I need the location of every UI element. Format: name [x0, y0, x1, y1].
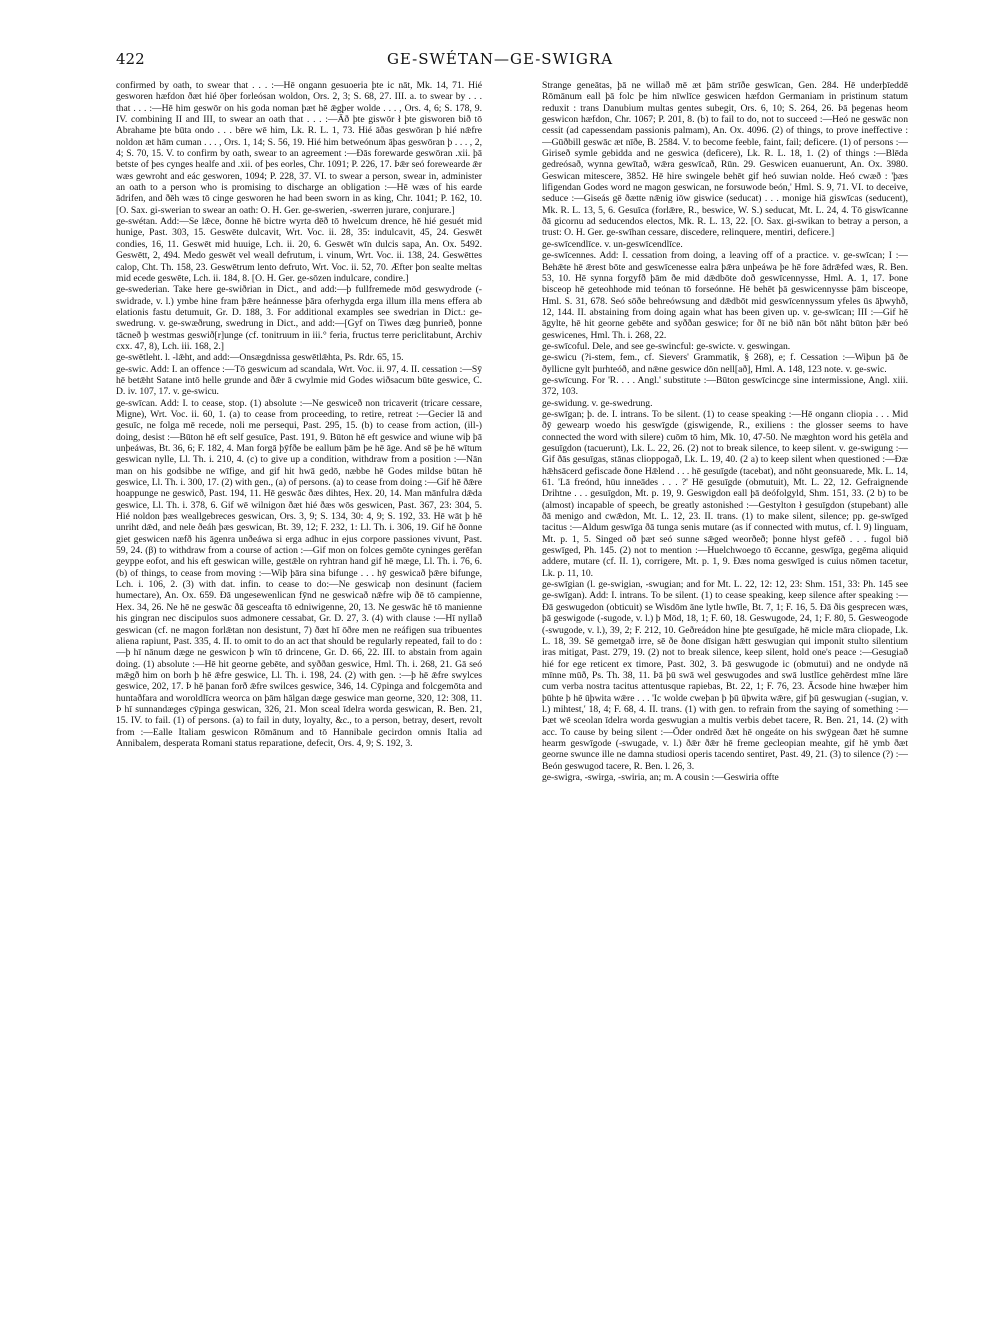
entry-ge-swicendlice: ge-swīcendlīce. v. un-geswīcendlīce.: [542, 238, 683, 250]
entry-ge-swican: ge-swīcan. Add: I. to cease, stop. (1) absolute :—Ne geswiceð non tricaverit (tricare cessare, Migne), Wrt. Voc. ii. 60, 1. (a) to cease from proceeding, to retire, retreat :—Gecier lā and gesuīc, ne folga mē recede, noli me persequi, Past. 295, 15. (b) to cease from action, (ill-) doing, desist :—Būton hē eft self gesuīce, Past. 191, 9. Būton hē eft geswice and wiune wiþ þā unþeáwas, Bt. 36, 6; F. 182, 4. Man forgā þȳfðe be eallum þām þe hē āge. And sē þe hē wītum geswican nylle, Ll. Th. i. 210, 4. (c) to give up a condition, withdraw from a position :—Nān man on his godsibbe ne wīfige, and gif hit hwā gedō, næbbe hē Godes mildse būtan hē geswice, Ll. Th. i. 300, 17. (2) with gen., (a) of persons. (a) to cease from doing :—Gif hē ðǣre hoappunge ne geswicð, Past. 194, 11. Hē geswāc ðæs dihtes, Hex. 20, 14. Man mānfulra dǣda geswice, Ll. Th. i. 378, 6. Gif wē wilnigon ðæt hié ðæs wōs geswicen, Past. 367, 23: 304, 5. Hié noldon þæs weallgebreces geswican, Ors. 3, 9; S. 134, 30: 4, 9; S. 192, 33. Hē wāt þ hē unriht dǣd, and nele ðeáh þæs geswican, Bt. 39, 12; F. 232, 1: Ll. Th. i. 306, 19. Gif hē ðonne giet geswicen næfð his āgenra unðeáwa si erga adhuc in ejus corpore passiones vivunt, Past. 59, 24. (β) to withdraw from a course of action :—Gif mon on folces gemōte cyninges gerēfan geyppe eofot, and his eft geswican wille, gestǣle on ryhtran hand gif hē mæge, Ll. Th. i. 76, 6. (b) of things, to cease from moving :—Wiþ þāra sina bifunge . . . hȳ geswicað þǣre bifunge, Lch. i. 106, 2. (3) with dat. infin. to cease to do:—Ne geswicaþ non desinunt (faciem humectare), An. Ox. 659. Ðā ungesewenlican fȳnd ne geswicað nǣfre wiþ ðē tō campienne, Hex. 34, 26. Ne hē ne geswāc ðā gesceafta tō edniwigenne, 20, 13. Ne geswāc hē tō manienne his gingran nec discipulos suos admonere cessabat, Gr. D. 27, 3. (4) with clause :—Hī nyllað geswican (cf. ne magon forlǣtan non desistunt, 7) ðæt hī ōðre men ne reáfigen sua tribuentes aliena rapiunt, Past. 335, 4. II. to omit to do an act that should be regularly repeated, fail to do :—þ hī nānum dæge ne geswicon þ wīn tō drincene, Gr. D. 66, 22. III. to abstain from again doing. (1) absolute :—Hē hit georne gebēte, and syððan geswice, Hml. Th. i. 268, 21. Gā seó mǣgð him on borh þ hē ǣfre geswice, Ll. Th. i. 198, 24. (2) with gen. :—þ hē ǣfre swylces geswice, 202, 17. Þ hē þanan forð ǣfre swilces geswice, 346, 14. Cȳpinga and folcgemōta and huntaðfara and woroldlīcra weorca on þām hālgan dæge geswice man georne, 320, 12: 308, 11. Þ hī sunnandæges cȳpinga geswican, 326, 21. Mon sceal īdelra worda geswican, R. Ben. 21, 15. IV. to fail. (1) of persons. (a) to fail in duty, loyalty, &c., to a person, betray, desert, revolt from :—Ealle Italiam geswicon Rōmānum and tō Hannibale gecirdon omnis Italia ad Annibalem, desperata Romani status reparatione, defecit, Ors. 4, 9; S. 192, 3.: [116, 397, 482, 749]
entry-ge-swicoful: ge-swīcoful. Dele, and see ge-swincful: ge-swicte. v. geswingan.: [542, 340, 791, 352]
entry-ge-swidung: ge-swidung. v. ge-swedrung.: [542, 397, 653, 409]
entry-ge-swederian: ge-swederian. Take here ge-swiðrian in Dict., and add:—þ fullfremede mōd geswydrode (-swidrade, v. l.) ymbe hine fram þǣre heánnesse þāra oferhygda erga illum illa mens effera ab elationis fastu detumuit, Gr. D. 188, 3. For additional examples see swedrian in Dict.: ge-swedrung. v. ge-swæðrung, swedrung in Dict., and add:—[Gyf on Tiwes dæg þunrieð, þonne tācneð þ westmas geswið[r]unge (cf. tonitruum in iii.° feria, fructus terre periclitabunt, Archiv cxx. 47, 8), Lch. iii. 168, 2.]: [116, 284, 482, 352]
page-number: 422: [116, 50, 145, 68]
left-column: [116, 80, 482, 1320]
right-column: [542, 80, 908, 1320]
running-head: GE-SWÉTAN—GE-SWIGRA: [386, 50, 614, 68]
entry-ge-swican-continued: Strange geneātas, þā ne willað mē æt þām strīðe geswīcan, Gen. 284. Hē underþīeddē Rōmānum eall þā folc þe him nīwlīce geswicen hæfdon Germaniam in pristinum statum reduxit : trans Danubium multas gentes subegit, Ors. 6, 10; S. 264, 26. Þā þegenas heom geswicon hæfdon, Chr. 1067; P. 201, 8. (b) to fail to do, not to succeed :—Heó ne geswāc non cessit (ad capessendam passionis palmam), An. Ox. 4096. (2) of things, to prove ineffective :—Gūðbill geswāc æt nīðe, B. 2584. V. to become feeble, faint, fail; deficere. (1) of persons :—Giriseð symle gebidda and ne geswica (deficere), Lk. R. L. 18, 1. (2) of things :—Blēda gedreósað, wynna gewītað, wǣra geswīcað, Rūn. 29. Geswicen euanuerunt, An. Ox. 3980. Geswican mitescere, 3852. Hē hire swingele behēt gif heó suwian nolde. Heó cwæð : 'þæs lifigendan Godes word ne magon geswican, ne forsuwode beón,' Hml. S. 9, 71. VI. to deceive, seduce :—Giseás gē ðætte nǣnig iōw giswice (seducat) . . . monige hiā giswīcas (seducent), Mk. R. L. 13, 5, 6. Gesuīca (forlǣre, R., beswice, W. S.) seducat, Mt. L. 24, 4. Tō giswīcanne ðā gicornu ad seducendos electos, Mk. R. L. 13, 22. [O. Sax. gi-swikan to betray a person, a trust: O. H. Ger. ge-swīhan cessare, discedere, relinquere, mentiri, deficere.]: [542, 80, 908, 239]
entry-ge-swic: ge-swic. Add: I. an offence :—Tō geswicum ad scandala, Wrt. Voc. ii. 97, 4. II. cessation :—Sȳ hē betǣht Satane intō helle grunde and ðǣr ā cwylmie mid Godes wiðsacum būte geswice, C. D. iv. 107, 17. v. ge-swicu.: [116, 363, 482, 398]
entry-ge-swicung: ge-swīcung. For 'R. . . . Angl.' substitute :—Būton geswīcincge sine intermissione, Angl. xiii. 372, 103.: [542, 374, 908, 398]
entry-ge-swerian-continued: confirmed by oath, to swear that . . . :—Hē ongann gesuoeria þte ic nāt, Mk. 14, 71. Hié gesworen hæfdon ðæt hié ōþer forleósan woldon, Ors. 2, 3; S. 68, 27. III. a. to swear by . . . that . . . :—Hē him geswōr on his goda noman þæt hē ǣgþer wolde . . . , Ors. 4, 6; S. 178, 9. IV. combining II and III, to swear an oath that . . . :—Āð þte giswōr ł þte gisworen bið tō Abrahame þte būta ondo . . . bēre wē him, Lk. R. L. 1, 73. Hié āðas geswōran þ hié nǣfre noldon æt hām cuman . . . , Ors. 1, 14; S. 56, 19. Hié him betweónum āþas geswōran þ . . . , 2, 4; S. 70, 15. V. to confirm by oath, swear to an agreement :—Ðās forewarde geswōran .xii. þā betste of þes cynges healfe and .xii. of þes eorles, Chr. 1091; P. 226, 17. Þǣr seó forewearde ǣr wæs gewroht and eác gesworen, 1094; P. 228, 37. VI. to swear a person, swear in, administer an oath to a person who is promising to discharge an obligation :—Hē wæs of his earde ādrifen, and ðēh wæs tō cinge gesworen he had been sworn in as king, Chr. 1041; P. 162, 10. [O. Sax. gi-swerian to swear an oath: O. H. Ger. ge-swerien, -swerren jurare, conjurare.]: [116, 80, 482, 216]
entry-ge-swigan: ge-swīgan; þ. de. I. intrans. To be silent. (1) to cease speaking :—Hē ongann cliopia . . . Mid ðȳ gewearp woedo his geswīgde (giswigende, R., exiliens : the glosser seems to have connected the word with silere) cuōm tō him, Mk. 10, 47-50. Ne mæghton word his getēla and gesuīgdon (tacuerunt), Lk. L. 22, 26. (2) not to break silence, to keep silent. v. ge-swigung :—Gif ðās gesuīgas, stānas clioppogað, Lk. L. 19, 40. (2 a) to keep silent when questioned :—Ðæ hǣhsācerd gefiscade ðone Hǣlend . . . hē gesuīgde (tacebat), and nōht geonsuarede, Mk. L. 14, 61. 'Lā freónd, hūu inneādes . . . ?' Hē gesuīgde (obmutuit), Mt. L. 22, 12. Gefraignende Drihtne . . . gesuīgdon, Mt. p. 19, 9. Geswigdon eall þā deófolgyld, Shm. 151, 33. (2 b) to be (almost) incapable of speech, be greatly astonished :—Gestylton ł gesuīgdon (stupebant) alle ðā menigo and cwǣdon, Mt. L. 12, 23. II. trans. (1) to make silent, silence; pp. ge-swīged tacitus :—Aldum geswīga ðā tunga senis mutare (as if connected with mutus, cf. l. 9) linguam, Mt. p. 1, 5. Singed oð þæt seó sunne sǣged weorðeð; þonne hlyst gefēð . . . fugol bið geswīged, Ph. 145. (2) not to mention :—Huelchwoego tō ēccanne, geswīga, gegēma aliquid addere, mutare (cf. II. 1), corrigere, Mt. p. 1, 9. Ðæs noma geswīged is cuius nōmen tacetur, Lk. p. 11, 10.: [542, 408, 908, 579]
entry-ge-swigra: ge-swigra, -swirga, -swiria, an; m. A cousin :—Geswiria offte: [542, 771, 779, 783]
page-header: [116, 50, 884, 74]
entry-ge-swicennes: ge-swīcennes. Add: I. cessation from doing, a leaving off of a practice. v. ge-swīcan; I :—Behǣte hē ǣrest bōte and geswīcenesse ealra þǣra unþeáwa þe hē fore ādrǣfed wæs, R. Ben. 53, 10. Hē synna forgyfð þām ðe mid dǣdbōte doð geswīcennysse, Hml. A. 1, 17. Þone bisceop hē geteohhode mid teónan tō forseónne. Hē behēt þā geswicennysse þām bisceope, Hml. S. 31, 678. Seó sōðe behreówsung and dǣdbōt mid geswīcennyssum yfeles ūs āþwyhð, 12, 144. II. abstaining from doing again what has been given up. v. ge-swīcan; III :—Gif hē āgylte, hē hit georne gebēte and syððan geswice; for ðī ne bið nān bōt nāht būton þǣr beó geswicenes, Hml. Th. i. 268, 22.: [542, 250, 908, 341]
entry-ge-swicu: ge-swicu (?i-stem, fem., cf. Sievers' Grammatik, § 268), e; f. Cessation :—Wiþun þā ðe ðyllicne gylt þurhteóð, and nǣne geswice dōn nell[að], Hml. A. 148, 123 note. v. ge-swic.: [542, 352, 908, 375]
entry-ge-swigian: ge-swīgian (l. ge-swigian, -swugian; and for Mt. L. 22, 12: 12, 23: Shm. 151, 33: Ph. 145 see ge-swīgan). Add: I. intrans. To be silent. (1) to cease speaking, keep silence after speaking :—Ðā geswugedon (obticuit) se Wisdōm āne lytle hwīle, Bt. 7, 1; F. 16, 5. Ðā ðis gesprecen wæs, þā geswigode (-sugode, v. l.) þ Mōd, 18, 1; F. 60, 18. Geswugode, 24, 1; F. 80, 5. Gesweogode (-swugode, v. l.), 39, 2; F. 212, 10. Geðreádon hine þte gesuīgade, hē micle māra cliopade, Lk. L. 18, 39. Sē gemetgað irre, sē ðe ðone dīsigan hǣtt geswugian qui imponit stulto silentium iras mitigat, Past. 279, 19. (2) not to break silence, keep silent, hold one's peace :—Gesugiað hié for ege reticent ex timore, Past. 302, 3. Þā geswugode ic (obmutui) and ne ondyde nā mīnne mūð, Ps. Th. 38, 11. Þā þū swā wel geswugodes and swā lustlīce gehērdest mīne lāre cum verba nostra tacitus attentusque rapiebas, Bt. 22, 1; F. 76, 23. Ācsode hine hwæþer him þūhte þ hē ūþwita wǣre . . . 'Ic wolde cweþan þ þū ūþwita wǣre, gif þū geswugian (-sugian, v. l.) mihtest,' 18, 4; F. 68, 4. II. trans. (1) with gen. to refrain from the saying of something :—Þæt wē sceolan īdelra worda geswugian a multis verbis debet tacere, R. Ben. 21, 14. (2) with acc. To cause by being silent :—Ōder ondrēd ðæt hē ongeáte on his swȳgean ðæt hē sumne hearm geswīgode (-swugade, v. l.) ðǣr ðǣr hē freme gecleopian meahte, gif hē ymb ðæt georne swunce ille ne damna studiosi operis tacendo sentiret, Past. 49, 21. (3) to silence (?) :—Beón geswugod tacere, R. Ben. l. 26, 3.: [542, 579, 908, 772]
entry-ge-swetleht: ge-swētleht. l. -lǣht, and add:—Onsægdnissa geswētlǣhta, Ps. Rdr. 65, 15.: [116, 352, 404, 364]
entry-ge-swetan: ge-swétan. Add:—Se lǣce, ðonne hē bictre wyrta dēð tō hwelcum drence, hē hié gesuét mid hunige, Past. 303, 15. Geswēte dulcavit, Wrt. Voc. ii. 28, 35: indulcavit, 45, 24. Geswēt condies, 16, 11. Geswēt mid huuige, Lch. ii. 20, 6. Geswēt wīn dulcis sapa, An. Ox. 5492. Geswētt, 2, 494. Medo geswēt vel weall defrutum, i. vinum, Wrt. Voc. ii. 138, 24. Geswēttes calop, Cht. Th. 158, 23. Geswētrum lento defruto, Wrt. Voc. ii. 52, 70. Æfter þon sealte meltas mid ecede geswēte, Lch. ii. 184, 8. [O. H. Ger. ge-sōzen indulcare, condire.]: [116, 216, 482, 284]
